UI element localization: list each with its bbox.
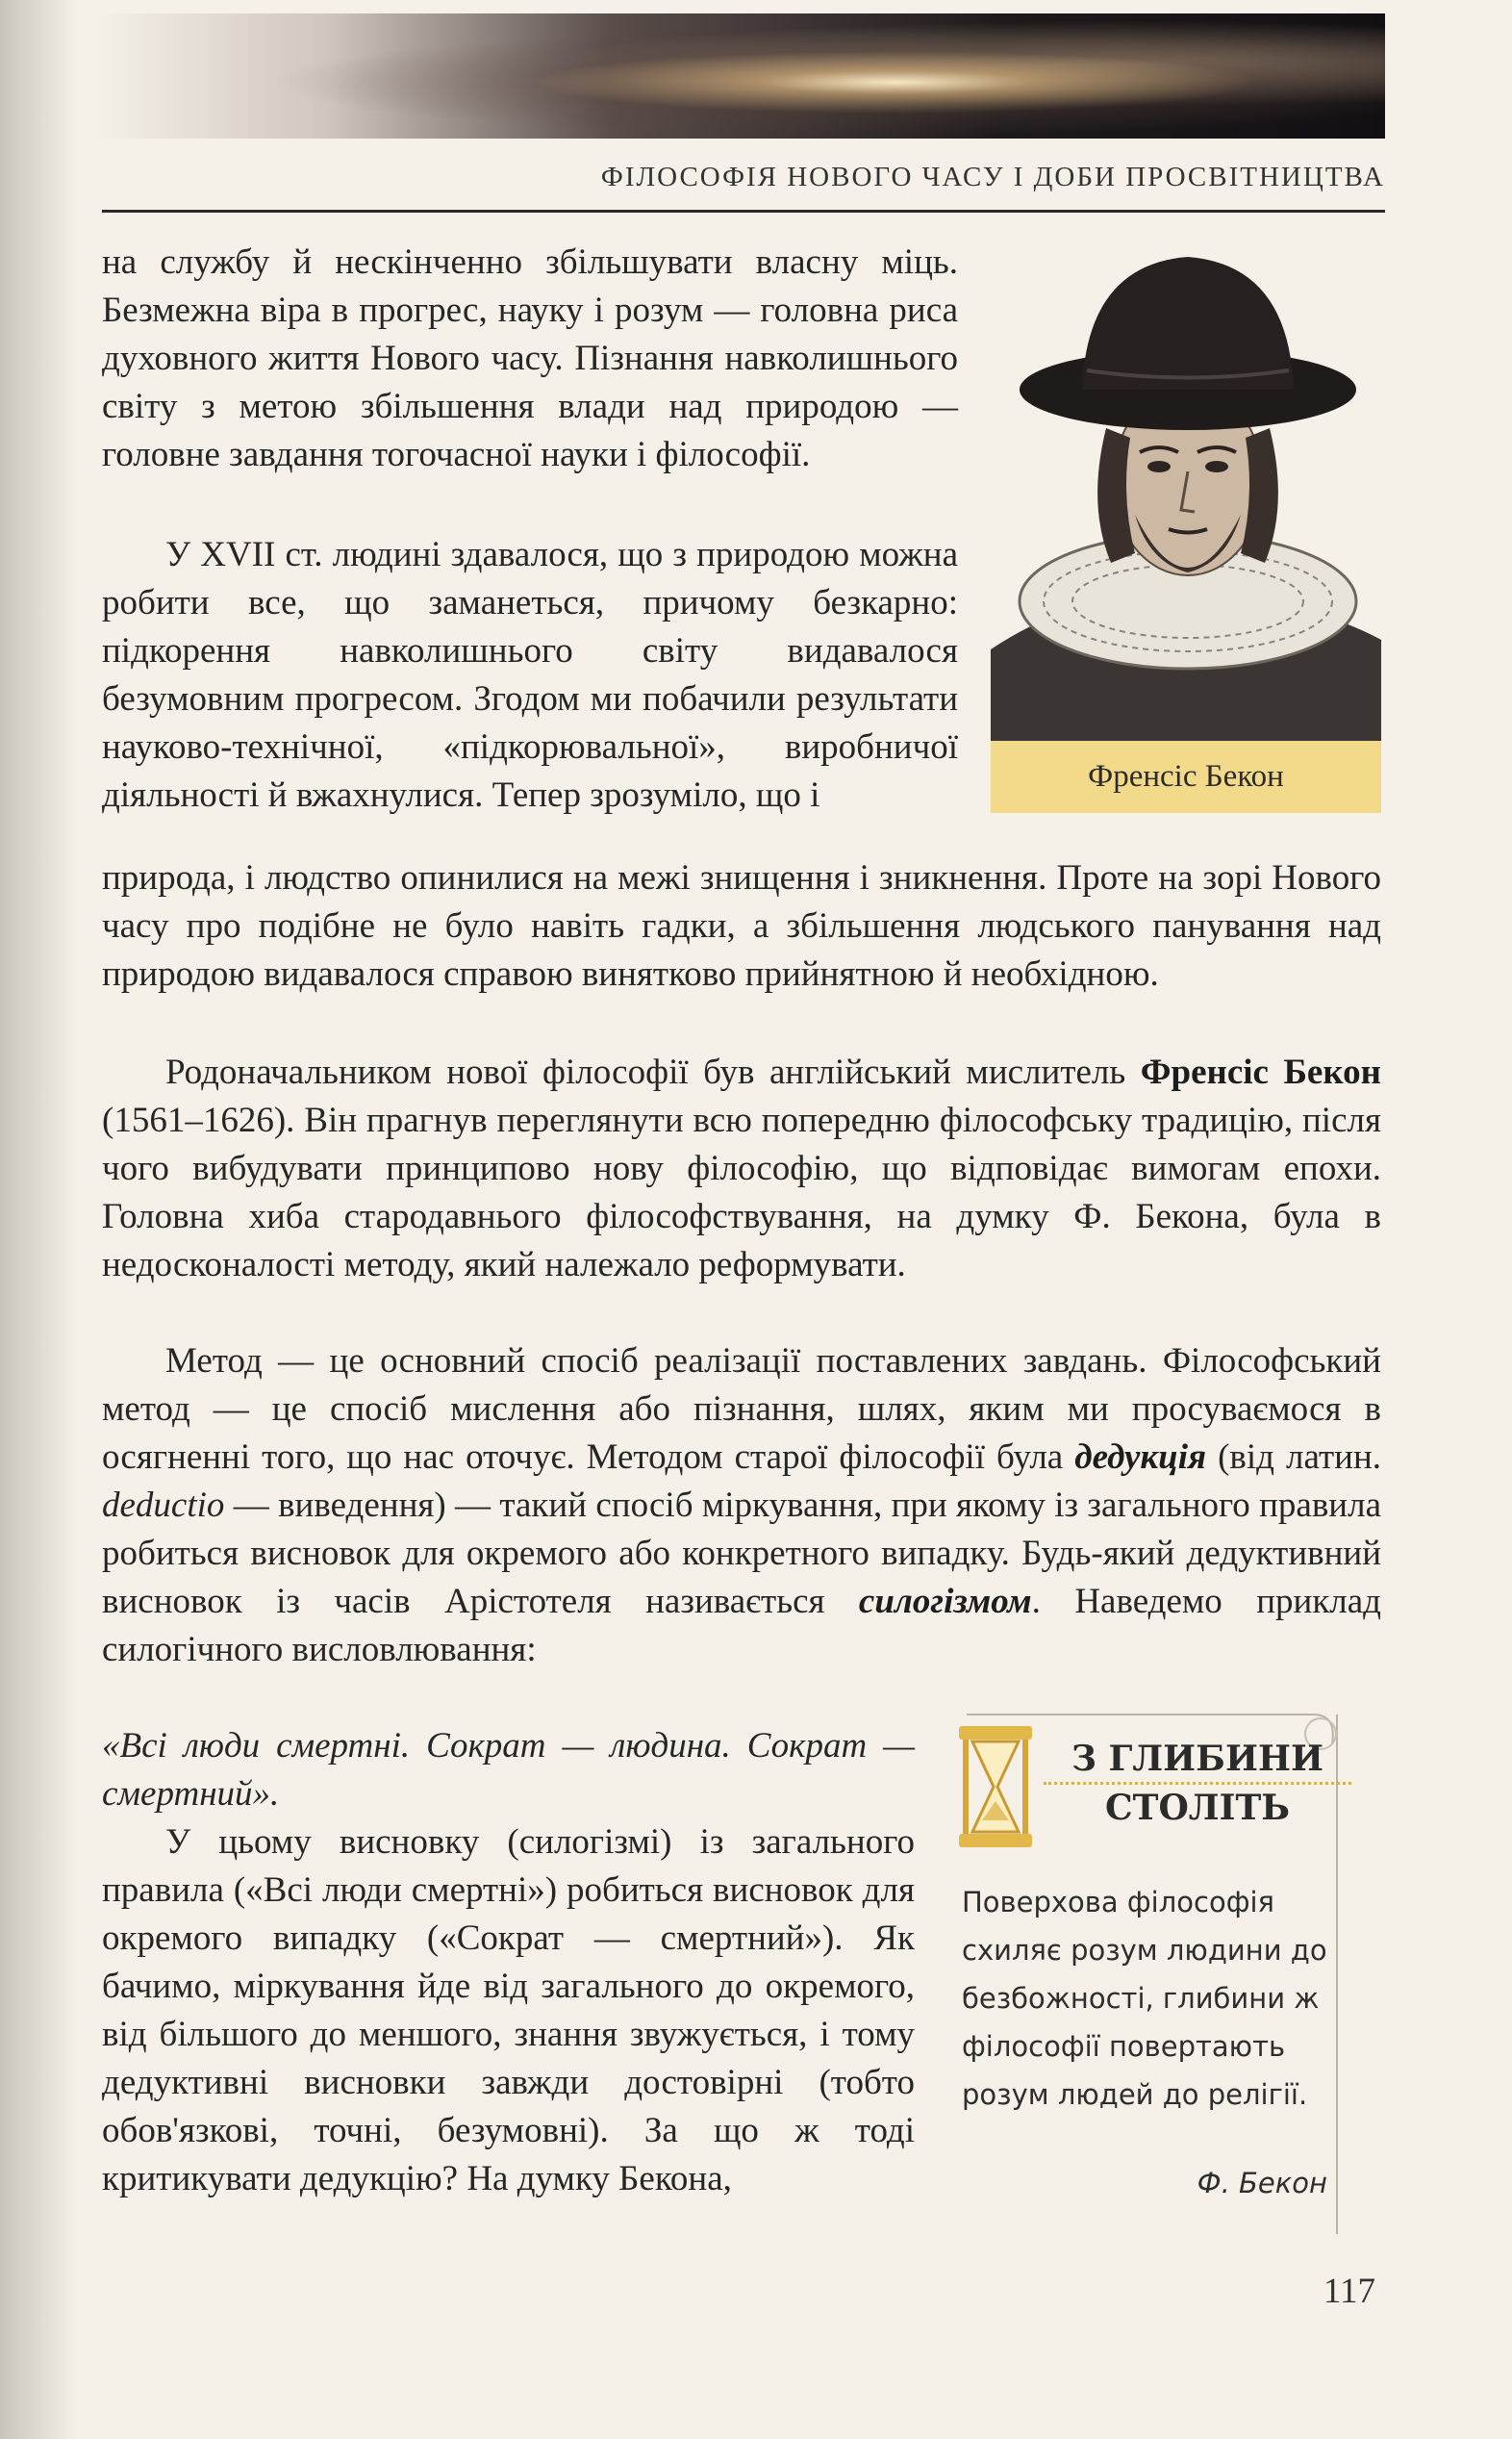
syllogism-term: силогізмом [858,1582,1032,1621]
paragraph-1 [102,239,958,479]
sidebar-title-line1: З ГЛИБИНИ [1044,1736,1351,1785]
paragraph-4-lead: Метод — це основний спосіб реалізації поставлених завдань. Філософський метод — це спосіб мислення або пізнання, шлях, яким ми просуваємося в осягненні того, що нас оточує. Методом старої філософії була [102,1341,1381,1477]
sidebar-box [947,1695,1351,2234]
galaxy-header-image [96,13,1385,139]
paragraph-3-text [102,1049,1381,1289]
paragraph-2-text: У XVII ст. людині здавалося, що з природою можна робити все, що заманеться, причому безкарно: підкорення навколишнього світу видавалося безумовним прогресом. Згодом ми побачили результати науково-технічної, «підкорювальної», виробничої діяльності й вжахнулися. Тепер зрозуміло, що і [102,535,958,815]
paragraph-2-continuation: природа, і людство опинилися на межі знищення і зникнення. Проте на зорі Нового часу про подібне не було навіть гадки, а збільшення людського панування над природою видавалося справою винятково прийнятною й необхідною. [102,858,1381,994]
paragraph-4-c: — виведення) — такий спосіб міркування, при якому із загального правила робиться висновок для окремого або конкретного випадку. Будь-який дедуктивний висновок із часів Арістотеля називається [102,1486,1381,1621]
header-divider [102,210,1385,213]
paragraph-4 [102,1337,1381,1674]
bacon-name: Френсіс Бекон [1140,1053,1381,1092]
paragraph-3-lead: Родоначальником нової філософії був англійський мислитель [165,1053,1141,1092]
paragraph-1-text: на службу й нескінченно збільшувати власну міць. Безмежна віра в прогрес, науку і розум — головна риса духовного життя Нового часу. Пізнання навколишнього світу з метою збільшення влади над природою — головне завдання тогочасної науки і філософії. [102,242,958,474]
latin-term: deductio [102,1486,225,1525]
syllogism-example: «Всі люди смертні. Сократ — людина. Сократ — смертний». [102,1726,915,1814]
sidebar-quote: Поверхова філософія схиляє розум людини до безбожності, глибини ж філософії повертають розум людей до релігії. [962,1886,1327,2111]
portrait-caption: Френсіс Бекон [991,741,1381,813]
paragraph-3-rest: (1561–1626). Він прагнув переглянути всю попередню філософську традицію, після чого вибудувати принципово нову філософію, що відповідає вимогам епохи. Головна хиба стародавнього філософствування, на думку Ф. Бекона, була в недосконалості методу, який належало реформувати. [102,1101,1381,1284]
running-header: ФІЛОСОФІЯ НОВОГО ЧАСУ І ДОБИ ПРОСВІТНИЦТВА [600,162,1385,192]
bacon-portrait [991,236,1381,813]
paragraph-4-b: (від латин. [1206,1437,1381,1477]
deduction-term: дедукція [1074,1437,1207,1477]
paragraph-5-text: У цьому висновку (силогізмі) із загального правила («Всі люди смертні») робиться висновок для окремого випадку («Сократ — смертний»). Як бачимо, міркування йде від загального до окремого, від більшого до меншого, знання звужується, і тому дедуктивні висновки завжди достовірні (тобто обов'язкові, точні, безумовні). За що ж тоді критикувати дедукцію? На думку Бекона, [102,1822,915,2198]
portrait-engraving-icon [991,236,1381,741]
paragraph-2-narrow [102,531,958,858]
sidebar-author: Ф. Бекон [1197,2167,1327,2199]
paragraph-5 [102,1818,915,2203]
paragraph-4-d: . Наведемо приклад силогічного висловлювання: [102,1582,1381,1669]
paragraph-4-text [102,1337,1381,1674]
page-number: 117 [1323,2272,1375,2311]
paragraph-2-wide [102,854,1381,1047]
paragraph-3 [102,1049,1381,1289]
page-gutter-shadow [0,0,77,2439]
hourglass-icon [957,1724,1034,1849]
sidebar-title [1044,1736,1351,1831]
sidebar-title-line2: СТОЛІТЬ [1105,1788,1290,1828]
